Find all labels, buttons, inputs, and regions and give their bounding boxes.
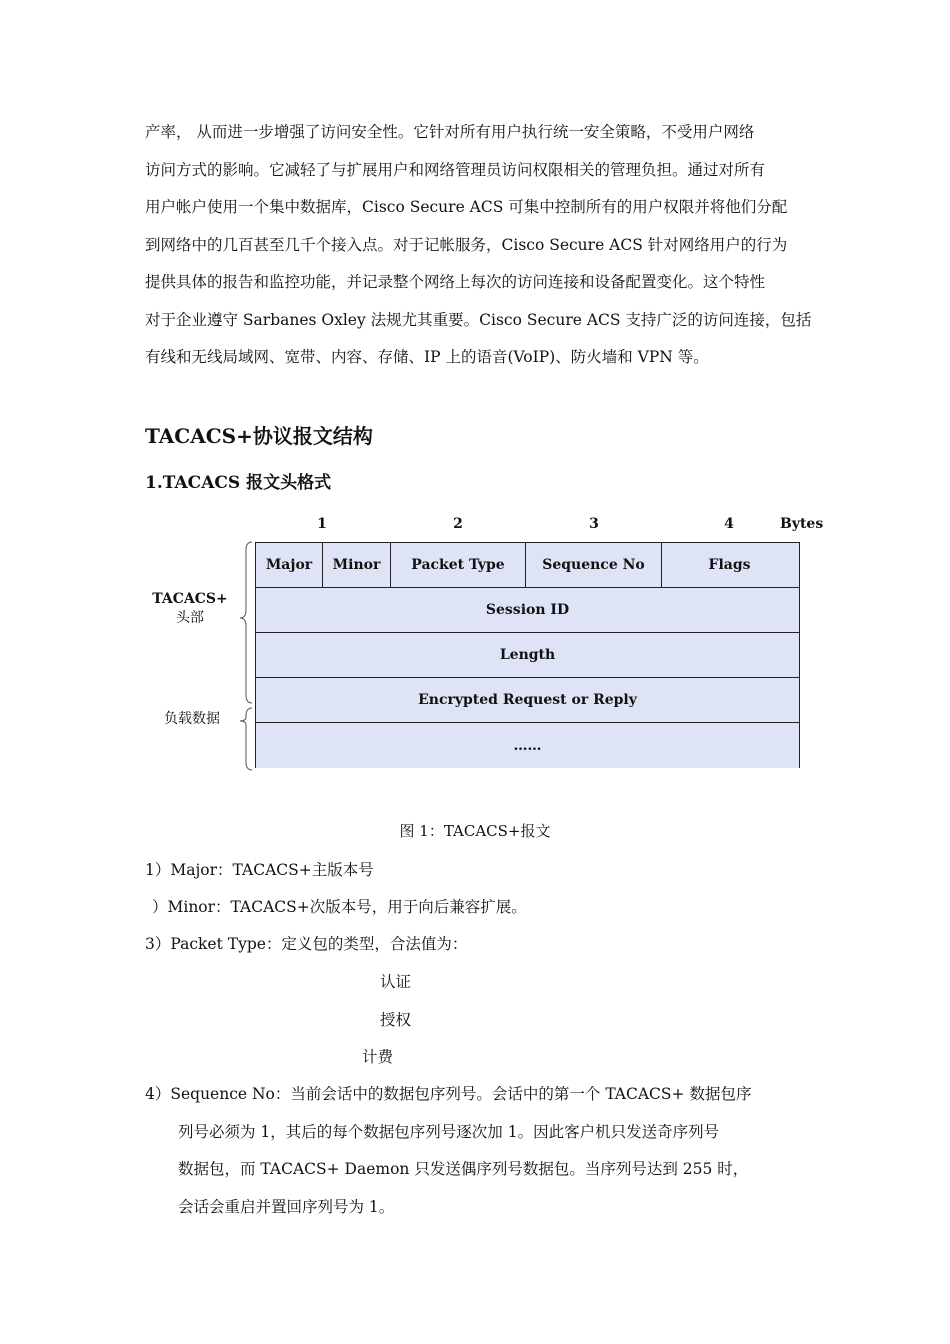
seq-line: 列号必须为 1，其后的每个数据包序列号逐次加 1。因此客户机只发送奇序列号	[178, 1122, 720, 1141]
tacacs-packet-diagram	[140, 510, 830, 780]
payload-label: 负载数据	[164, 711, 220, 727]
seq-line: 数据包，而 TACACS+ Daemon 只发送偶序列号数据包。当序列号达到 255 时，	[178, 1160, 749, 1178]
item-sequence-no	[145, 1076, 810, 1226]
seq-line: 会话会重启并置回序列号为 1。	[178, 1197, 395, 1216]
item-minor: ）Minor：TACACS+次版本号，用于向后兼容扩展。	[152, 898, 527, 916]
encrypted-row	[256, 678, 799, 723]
intro-line: 有线和无线局域网、宽带、内容、存储、IP 上的语音(VoIP)、防火墙和 VPN 等。	[145, 348, 709, 366]
packet-table	[255, 542, 800, 768]
intro-line: 访问方式的影响。它减轻了与扩展用户和网络管理员访问权限相关的管理负担。通过对所有	[145, 160, 766, 179]
item-packet-type: 3）Packet Type：定义包的类型，合法值为：	[145, 935, 468, 953]
packet-type-auth: 认证	[380, 973, 412, 991]
field-length: Length	[499, 647, 556, 663]
packet-type-acct: 计费	[362, 1048, 394, 1066]
intro-line: 对于企业遵守 Sarbanes Oxley 法规尤其重要。Cisco Secure ACS 支持广泛的访问连接，包括	[145, 310, 812, 329]
field-sequence-no: Sequence No	[526, 543, 662, 587]
figure-caption: 图 1：TACACS+报文	[399, 822, 551, 840]
section-title: TACACS+协议报文结构	[145, 424, 373, 448]
field-packet-type: Packet Type	[391, 543, 526, 587]
ellipsis-row	[256, 723, 799, 768]
header-label	[150, 590, 230, 628]
bytes-label: Bytes	[780, 516, 824, 532]
field-session-id: Session ID	[485, 602, 570, 618]
packet-type-authz: 授权	[380, 1011, 412, 1029]
payload-brace-icon	[240, 708, 252, 770]
intro-line: 提供具体的报告和监控功能，并记录整个网络上每次的访问连接和设备配置变化。这个特性	[145, 273, 766, 291]
field-flags: Flags	[708, 557, 751, 573]
session-id-row	[256, 588, 799, 633]
field-encrypted: Encrypted Request or Reply	[418, 692, 637, 708]
intro-line: 到网络中的几百甚至几千个接入点。对于记帐服务，Cisco Secure ACS 针对网络用户的行为	[145, 235, 788, 254]
length-row	[256, 633, 799, 678]
intro-line: 用户帐户使用一个集中数据库，Cisco Secure ACS 可集中控制所有的用户权限并将他们分配	[145, 198, 788, 216]
byte-column-number: 3	[589, 516, 599, 532]
byte-column-number: 1	[317, 516, 327, 532]
item-major: 1）Major：TACACS+主版本号	[145, 861, 374, 879]
intro-paragraph	[145, 114, 810, 377]
subsection-title: 1.TACACS 报文头格式	[145, 473, 332, 493]
intro-line: 产率， 从而进一步增强了访问安全性。它针对所有用户执行统一安全策略，不受用户网络	[145, 123, 755, 141]
header-label-line2: 头部	[176, 610, 204, 626]
byte-column-number: 2	[453, 516, 463, 532]
field-ellipsis: ……	[513, 737, 542, 754]
header-field-row	[256, 543, 799, 588]
field-minor: Minor	[323, 543, 391, 587]
byte-column-number: 4	[724, 516, 734, 532]
header-label-line1: TACACS+	[152, 591, 228, 607]
header-brace-icon	[240, 542, 252, 703]
field-major: Major	[256, 543, 323, 587]
seq-line: 4）Sequence No：当前会话中的数据包序列号。会话中的第一个 TACACS+ 数据包序	[145, 1085, 752, 1103]
